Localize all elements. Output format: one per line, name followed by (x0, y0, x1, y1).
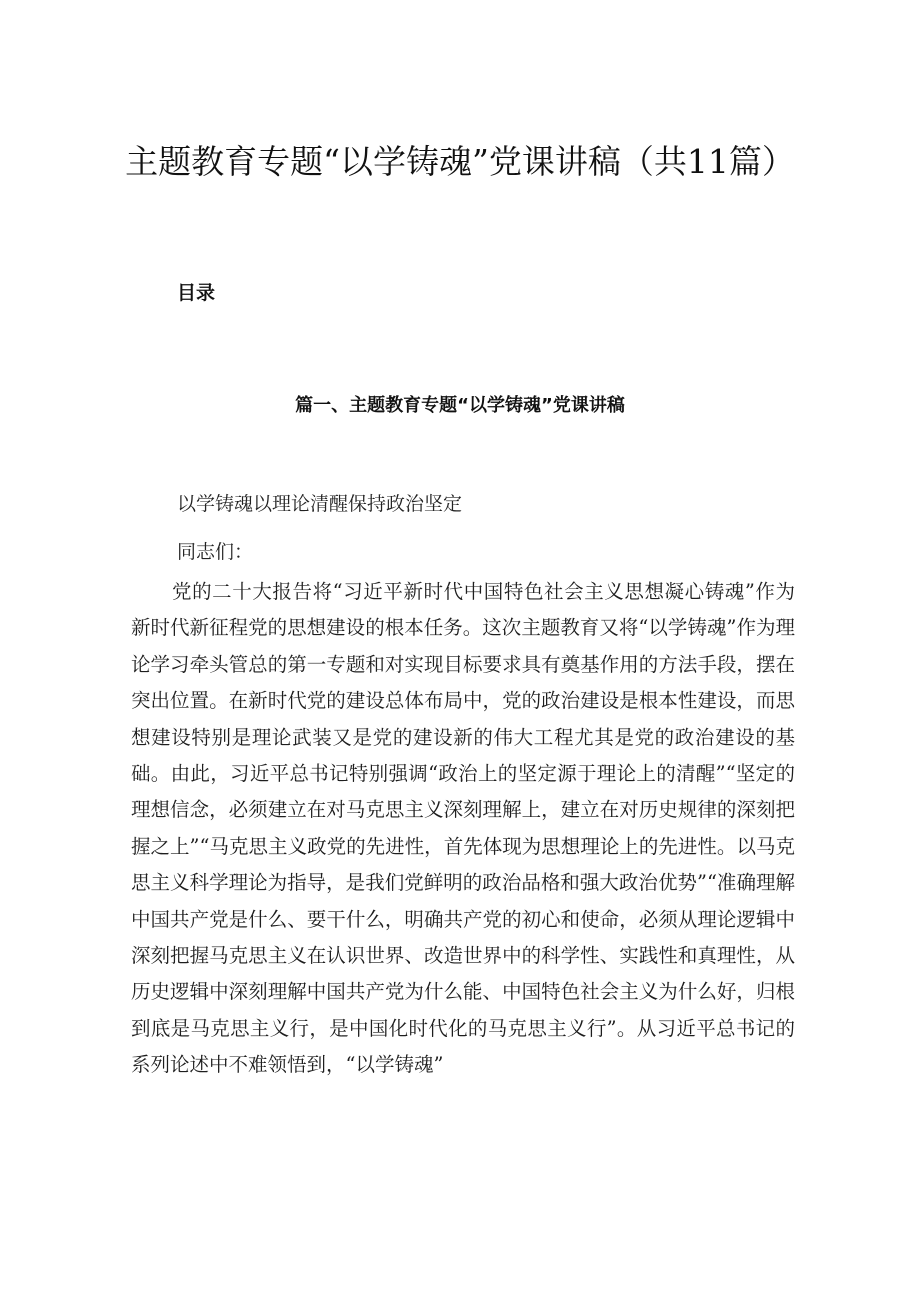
body-paragraph: 党的二十大报告将“习近平新时代中国特色社会主义思想凝心铸魂”作为新时代新征程党的思想建设的根本任务。这次主题教育又将“以学铸魂”作为理论学习牵头管总的第一专题和对实现目标要求具有奠基作用的方法手段，摆在突出位置。在新时代党的建设总体布局中，党的政治建设是根本性建设，而思想建设特别是理论武装又是党的建设新的伟大工程尤其是党的政治建设的基础。由此，习近平总书记特别强调“政治上的坚定源于理论上的清醒”“坚定的理想信念，必须建立在对马克思主义深刻理解上，建立在对历史规律的深刻把握之上”“马克思主义政党的先进性，首先体现为思想理论上的先进性。以马克思主义科学理论为指导，是我们党鲜明的政治品格和强大政治优势”“准确理解中国共产党是什么、要干什么，明确共产党的初心和使命，必须从理论逻辑中深刻把握马克思主义在认识世界、改造世界中的科学性、实践性和真理性，从历史逻辑中深刻理解中国共产党为什么能、中国特色社会主义为什么好，归根到底是马克思主义行，是中国化时代化的马克思主义行”。从习近平总书记的系列论述中不难领悟到，“以学铸魂” (131, 580, 795, 1077)
salutation: 同志们： (177, 541, 254, 563)
document-title: 主题教育专题“以学铸魂”党课讲稿（共11篇） (125, 142, 795, 181)
speech-title: 以学铸魂以理论清醒保持政治坚定 (177, 493, 463, 515)
section-heading: 篇一、主题教育专题“以学铸魂”党课讲稿 (295, 395, 625, 416)
table-of-contents-label: 目录 (177, 282, 216, 304)
